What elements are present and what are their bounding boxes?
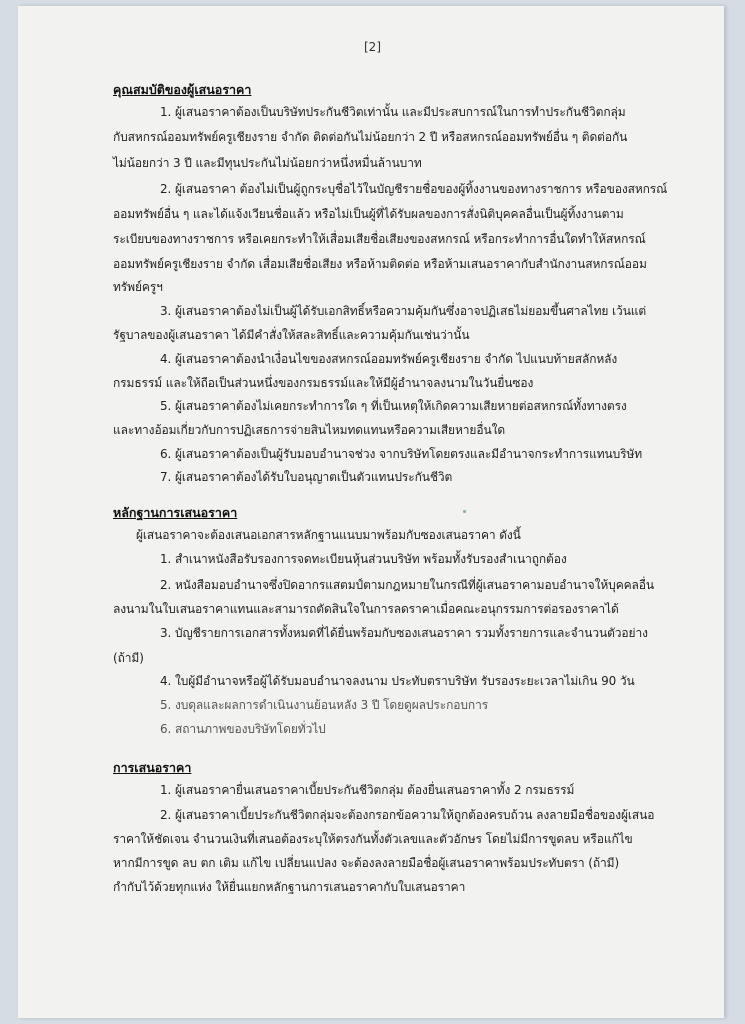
section-heading-evidence: หลักฐานการเสนอราคา: [113, 505, 238, 520]
qualification-line: 4. ผู้เสนอราคาต้องนำเงื่อนไขของสหกรณ์ออมทรัพย์ครูเชียงราย จำกัด ไปแนบท้ายสลักหลัง: [160, 352, 618, 366]
evidence-line: ผู้เสนอราคาจะต้องเสนอเอกสารหลักฐานแนบมาพร้อมกับซองเสนอราคา ดังนี้: [136, 528, 521, 542]
evidence-line: 3. บัญชีรายการเอกสารทั้งหมดที่ได้ยื่นพร้อมกับซองเสนอราคา รวมทั้งรายการและจำนวนตัวอย่าง: [160, 626, 648, 640]
bidding-line: ราคาให้ชัดเจน จำนวนเงินที่เสนอต้องระบุให้ตรงกันทั้งตัวเลขและตัวอักษร โดยไม่มีการขูดลบ หรือแก้ไข: [113, 832, 633, 846]
evidence-line: 5. งบดุลและผลการดำเนินงานย้อนหลัง 3 ปี โดยดูผลประกอบการ: [160, 698, 489, 712]
section-heading-qualifications: คุณสมบัติของผู้เสนอราคา: [113, 82, 252, 97]
bidding-line: 2. ผู้เสนอราคาเบี้ยประกันชีวิตกลุ่มจะต้องกรอกข้อความให้ถูกต้องครบถ้วน ลงลายมือชื่อของผู้เสนอ: [160, 808, 655, 822]
evidence-line: (ถ้ามี): [113, 651, 144, 665]
qualification-line: ระเบียบของทางราชการ หรือเคยกระทำให้เสื่อมเสียชื่อเสียงของสหกรณ์ หรือกระทำการอื่นใดทำให้สหกรณ์: [113, 232, 646, 246]
qualification-line: กรมธรรม์ และให้ถือเป็นส่วนหนึ่งของกรมธรรม์และให้มีผู้อำนาจลงนามในวันยื่นซอง: [113, 376, 534, 390]
bidding-line: หากมีการขูด ลบ ตก เติม แก้ไข เปลี่ยนแปลง จะต้องลงลายมือชื่อผู้เสนอราคาพร้อมประทับตรา (ถ้ามี): [113, 856, 620, 870]
qualification-line: ออมทรัพย์อื่น ๆ และได้แจ้งเวียนชื่อแล้ว หรือไม่เป็นผู้ที่ได้รับผลของการสั่งนิติบุคคลอื่นเป็นผู้ทิ้งงานตาม: [113, 207, 624, 221]
qualification-line: 3. ผู้เสนอราคาต้องไม่เป็นผู้ได้รับเอกสิทธิ์หรือความคุ้มกันซึ่งอาจปฏิเสธไม่ยอมขึ้นศาลไทย เว้นแต่: [160, 304, 647, 318]
bidding-line: 1. ผู้เสนอราคายื่นเสนอราคาเบี้ยประกันชีวิตกลุ่ม ต้องยื่นเสนอราคาทั้ง 2 กรมธรรม์: [160, 783, 575, 797]
qualification-line: ออมทรัพย์ครูเชียงราย จำกัด เสื่อมเสียชื่อเสียง หรือห้ามติดต่อ หรือห้ามเสนอราคากับสำนักงานสหกรณ์ออม: [113, 257, 647, 271]
section-heading-bidding: การเสนอราคา: [113, 760, 192, 775]
qualification-line: 5. ผู้เสนอราคาต้องไม่เคยกระทำการใด ๆ ที่เป็นเหตุให้เกิดความเสียหายต่อสหกรณ์ทั้งทางตรง: [160, 399, 627, 413]
speck-mark: [463, 510, 466, 513]
evidence-line: 1. สำเนาหนังสือรับรองการจดทะเบียนหุ้นส่วนบริษัท พร้อมทั้งรับรองสำเนาถูกต้อง: [160, 552, 567, 566]
qualification-line: 6. ผู้เสนอราคาต้องเป็นผู้รับมอบอำนาจช่วง จากบริษัทโดยตรงและมีอำนาจกระทำการแทนบริษัท: [160, 447, 643, 461]
qualification-line: 1. ผู้เสนอราคาต้องเป็นบริษัทประกันชีวิตเท่านั้น และมีประสบการณ์ในการทำประกันชีวิตกลุ่ม: [160, 105, 626, 119]
evidence-line: 2. หนังสือมอบอำนาจซึ่งปิดอากรแสตมป์ตามกฎหมายในกรณีที่ผู้เสนอราคามอบอำนาจให้บุคคลอื่น: [160, 578, 655, 592]
bidding-line: กำกับไว้ด้วยทุกแห่ง ให้ยื่นแยกหลักฐานการเสนอราคากับใบเสนอราคา: [113, 880, 466, 894]
qualification-line: และทางอ้อมเกี่ยวกับการปฏิเสธการจ่ายสินไหมทดแทนหรือความเสียหายอื่นใด: [113, 423, 506, 437]
qualification-line: ไม่น้อยกว่า 3 ปี และมีทุนประกันไม่น้อยกว่าหนึ่งหมื่นล้านบาท: [113, 156, 422, 170]
qualification-line: กับสหกรณ์ออมทรัพย์ครูเชียงราย จำกัด ติดต่อกันไม่น้อยกว่า 2 ปี หรือสหกรณ์ออมทรัพย์อื่น ๆ ติดต่อกัน: [113, 130, 628, 144]
qualification-line: ทรัพย์ครูฯ: [113, 280, 163, 294]
evidence-line: 6. สถานภาพของบริษัทโดยทั่วไป: [160, 722, 326, 736]
qualification-line: 7. ผู้เสนอราคาต้องได้รับใบอนุญาตเป็นตัวแทนประกันชีวิต: [160, 470, 453, 484]
evidence-line: ลงนามในใบเสนอราคาแทนและสามารถตัดสินใจในการลดราคาเมื่อคณะอนุกรรมการต่อรองราคาได้: [113, 602, 619, 616]
evidence-line: 4. ใบผู้มีอำนาจหรือผู้ได้รับมอบอำนาจลงนาม ประทับตราบริษัท รับรองระยะเวลาไม่เกิน 90 วัน: [160, 674, 635, 688]
qualification-line: 2. ผู้เสนอราคา ต้องไม่เป็นผู้ถูกระบุชื่อไว้ในบัญชีรายชื่อของผู้ทิ้งงานของทางราชการ หรือของสหกรณ์: [160, 182, 668, 196]
page-number: [2]: [364, 40, 381, 54]
qualification-line: รัฐบาลของผู้เสนอราคา ได้มีคำสั่งให้สละสิทธิ์และความคุ้มกันเช่นว่านั้น: [113, 328, 470, 342]
